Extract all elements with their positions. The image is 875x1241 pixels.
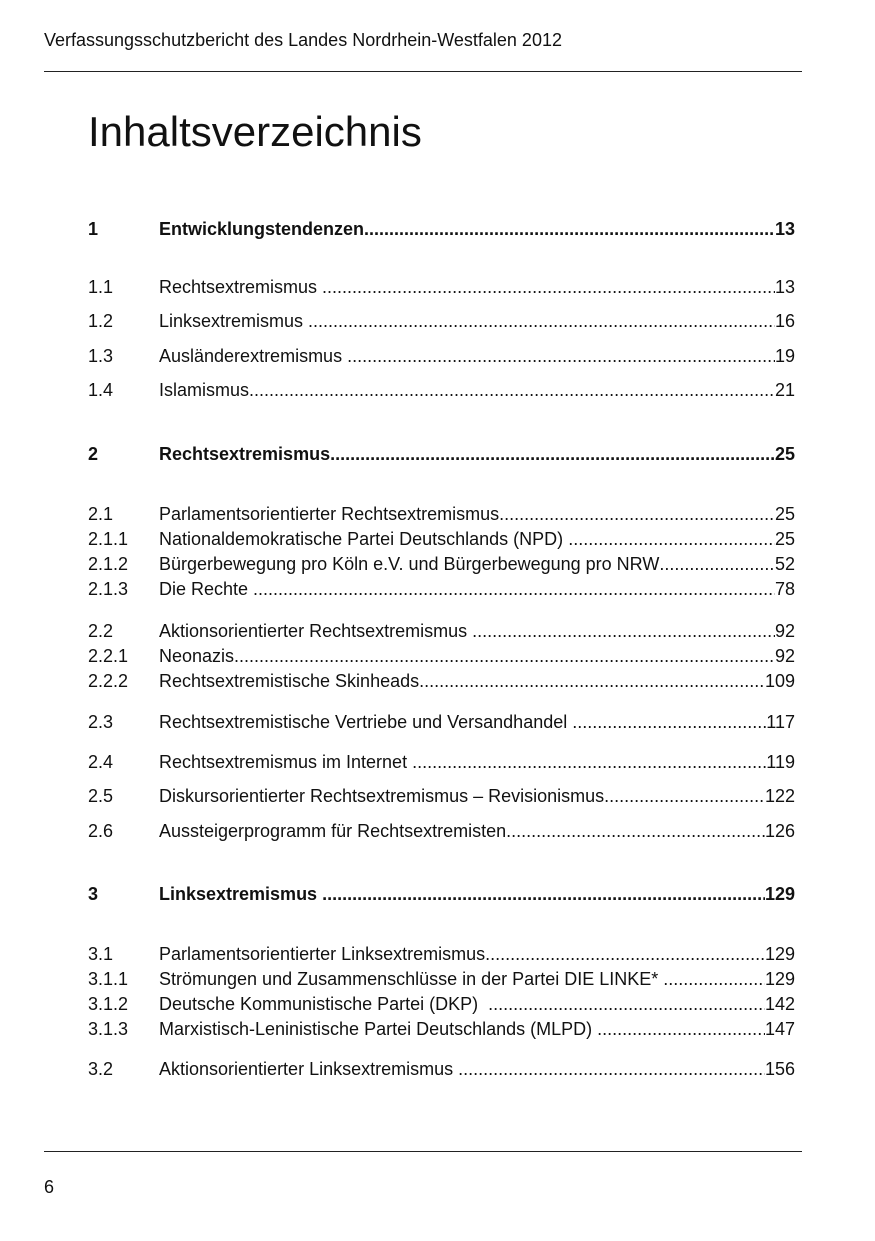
- toc-entry[interactable]: [88, 345, 795, 367]
- toc-entry-label-wrap: [159, 670, 765, 692]
- toc-entry-number: 2.1.2: [88, 554, 129, 574]
- toc-entry[interactable]: [88, 968, 795, 990]
- toc-entry-page: 21: [774, 380, 795, 400]
- toc-leader-dots: [485, 943, 765, 965]
- toc-entry-number: 1.3: [88, 346, 114, 366]
- toc-entry-label-wrap: [159, 528, 775, 550]
- toc-leader-dots: [249, 379, 775, 401]
- toc-entry-label: Islamismus: [159, 380, 250, 400]
- toc-entry-page: 13: [774, 277, 795, 297]
- toc-entry-number: 2.2: [88, 621, 114, 641]
- toc-entry[interactable]: [88, 993, 795, 1015]
- running-header: Verfassungsschutzbericht des Landes Nordrhein-Westfalen 2012: [44, 30, 562, 50]
- toc-entry-label-wrap: [159, 785, 765, 807]
- toc-entry-page: 129: [764, 969, 795, 989]
- toc-entry-number: 2.1.3: [88, 579, 129, 599]
- toc-entry[interactable]: [88, 503, 795, 525]
- toc-entry-label: Rechtsextremismus: [159, 444, 331, 464]
- toc-entry-page: 129: [764, 884, 795, 904]
- toc-entry-label-wrap: [159, 1058, 765, 1080]
- toc-entry-label-wrap: [159, 553, 775, 575]
- header-divider: [44, 71, 802, 72]
- toc-entry-number: 3.1.2: [88, 994, 129, 1014]
- toc-entry-label-wrap: [159, 443, 775, 465]
- toc-entry[interactable]: [88, 443, 795, 465]
- toc-entry-label-wrap: [159, 968, 765, 990]
- toc-entry-page: 156: [764, 1059, 795, 1079]
- toc-entry-label: Diskursorientierter Rechtsextremismus – Revisionismus: [159, 786, 605, 806]
- toc-leader-dots: [472, 620, 775, 642]
- toc-entry[interactable]: [88, 578, 795, 600]
- footer-divider: [44, 1151, 802, 1152]
- toc-leader-dots: [412, 751, 766, 773]
- toc-entry[interactable]: [88, 1058, 795, 1080]
- toc-entry-label-wrap: [159, 711, 766, 733]
- toc-entry-label: Marxistisch-Leninistische Partei Deutschlands (MLPD): [159, 1019, 598, 1039]
- toc-entry-label: Linksextremismus: [159, 311, 309, 331]
- toc-entry-label: Rechtsextremistische Skinheads: [159, 671, 420, 691]
- toc-entry[interactable]: [88, 379, 795, 401]
- toc-entry-label: Entwicklungstendenzen: [159, 219, 365, 239]
- toc-entry-label-wrap: [159, 1018, 765, 1040]
- toc-entry-page: 117: [766, 712, 795, 732]
- toc-entry[interactable]: [88, 670, 795, 692]
- toc-entry-label: Ausländerextremismus: [159, 346, 348, 366]
- toc-entry[interactable]: [88, 943, 795, 965]
- toc-entry-page: 92: [774, 621, 795, 641]
- page-number: 6: [44, 1177, 55, 1197]
- toc-entry-number: 2.6: [88, 821, 114, 841]
- toc-entry-label-wrap: [159, 503, 775, 525]
- toc-leader-dots: [597, 1018, 765, 1040]
- toc-leader-dots: [234, 645, 775, 667]
- toc-leader-dots: [568, 528, 775, 550]
- toc-leader-dots: [253, 578, 775, 600]
- toc-entry-number: 2.5: [88, 786, 114, 806]
- toc-entry-label: Die Rechte: [159, 579, 254, 599]
- toc-entry-page: 147: [764, 1019, 795, 1039]
- toc-entry-label-wrap: [159, 993, 765, 1015]
- toc-entry-label-wrap: [159, 820, 765, 842]
- toc-entry-number: 1: [88, 219, 99, 239]
- toc-entry-label-wrap: [159, 578, 775, 600]
- toc-entry-number: 2.3: [88, 712, 114, 732]
- toc-entry-page: 25: [774, 444, 795, 464]
- toc-entry[interactable]: [88, 785, 795, 807]
- toc-entry-label-wrap: [159, 379, 775, 401]
- toc-entry-number: 3.2: [88, 1059, 114, 1079]
- toc-entry-label-wrap: [159, 883, 765, 905]
- toc-entry-number: 1.2: [88, 311, 114, 331]
- toc-leader-dots: [604, 785, 765, 807]
- toc-entry-page: 25: [774, 504, 795, 524]
- toc-entry-number: 2.4: [88, 752, 114, 772]
- toc-leader-dots: [663, 968, 765, 990]
- toc-entry-page: 109: [764, 671, 795, 691]
- toc-leader-dots: [572, 711, 766, 733]
- toc-entry-label-wrap: [159, 345, 775, 367]
- toc-entry[interactable]: [88, 218, 795, 240]
- toc-entry-label-wrap: [159, 943, 765, 965]
- toc-entry-page: 16: [774, 311, 795, 331]
- toc-entry-label: Parlamentsorientierter Rechtsextremismus: [159, 504, 500, 524]
- toc-entry-number: 2.2.2: [88, 671, 129, 691]
- toc-leader-dots: [322, 276, 775, 298]
- toc-leader-dots: [322, 883, 765, 905]
- toc-entry-number: 1.4: [88, 380, 114, 400]
- toc-entry[interactable]: [88, 820, 795, 842]
- toc-entry-page: 129: [764, 944, 795, 964]
- toc-entry-page: 92: [774, 646, 795, 666]
- toc-leader-dots: [308, 310, 775, 332]
- toc-entry-number: 3.1.3: [88, 1019, 129, 1039]
- toc-entry-label: Rechtsextremismus im Internet: [159, 752, 413, 772]
- toc-entry-label: Rechtsextremistische Vertriebe und Versandhandel: [159, 712, 573, 732]
- toc-entry-page: 122: [764, 786, 795, 806]
- toc-entry-label: Aktionsorientierter Linksextremismus: [159, 1059, 459, 1079]
- toc-entry[interactable]: [88, 276, 795, 298]
- toc-leader-dots: [347, 345, 775, 367]
- toc-entry-page: 25: [774, 529, 795, 549]
- toc-entry-label: Strömungen und Zusammenschlüsse in der Partei DIE LINKE*: [159, 969, 664, 989]
- toc-entry-label: Deutsche Kommunistische Partei (DKP): [159, 994, 489, 1014]
- toc-leader-dots: [506, 820, 765, 842]
- toc-entry-number: 2.1: [88, 504, 114, 524]
- toc-entry-number: 3: [88, 884, 99, 904]
- toc-entry-number: 1.1: [88, 277, 114, 297]
- toc-entry-number: 3.1.1: [88, 969, 129, 989]
- page-title: Inhaltsverzeichnis: [88, 108, 422, 155]
- toc-leader-dots: [659, 553, 775, 575]
- toc-entry-number: 3.1: [88, 944, 114, 964]
- toc-entry-label: Parlamentsorientierter Linksextremismus: [159, 944, 486, 964]
- toc-entry-page: 52: [774, 554, 795, 574]
- toc-leader-dots: [499, 503, 775, 525]
- toc-entry-label-wrap: [159, 620, 775, 642]
- toc-entry-label: Bürgerbewegung pro Köln e.V. und Bürgerbewegung pro NRW: [159, 554, 660, 574]
- toc-entry[interactable]: [88, 620, 795, 642]
- toc-entry[interactable]: [88, 1018, 795, 1040]
- toc-entry[interactable]: [88, 711, 795, 733]
- toc-entry[interactable]: [88, 751, 795, 773]
- toc-entry-label: Rechtsextremismus: [159, 277, 323, 297]
- toc-entry-label: Linksextremismus: [159, 884, 323, 904]
- toc-entry[interactable]: [88, 310, 795, 332]
- toc-entry-label-wrap: [159, 218, 775, 240]
- toc-entry-number: 2.1.1: [88, 529, 129, 549]
- toc-entry[interactable]: [88, 528, 795, 550]
- toc-entry-label-wrap: [159, 645, 775, 667]
- toc-leader-dots: [488, 993, 765, 1015]
- toc-entry[interactable]: [88, 553, 795, 575]
- toc-leader-dots: [458, 1058, 765, 1080]
- toc-entry-label: Aussteigerprogramm für Rechtsextremisten: [159, 821, 507, 841]
- toc-leader-dots: [419, 670, 765, 692]
- toc-entry-number: 2.2.1: [88, 646, 129, 666]
- toc-entry-label: Neonazis: [159, 646, 235, 666]
- toc-entry-label-wrap: [159, 276, 775, 298]
- toc-leader-dots: [330, 443, 775, 465]
- toc-entry-page: 19: [774, 346, 795, 366]
- toc-entry-page: 126: [764, 821, 795, 841]
- toc-entry-label: Nationaldemokratische Partei Deutschlands (NPD): [159, 529, 569, 549]
- toc-entry-number: 2: [88, 444, 99, 464]
- toc-entry-page: 142: [764, 994, 795, 1014]
- toc-leader-dots: [364, 218, 775, 240]
- toc-entry-label-wrap: [159, 310, 775, 332]
- toc-entry[interactable]: [88, 645, 795, 667]
- toc-entry[interactable]: [88, 883, 795, 905]
- toc-entry-label: Aktionsorientierter Rechtsextremismus: [159, 621, 473, 641]
- toc-entry-page: 78: [774, 579, 795, 599]
- toc-entry-label-wrap: [159, 751, 766, 773]
- toc-entry-page: 13: [774, 219, 795, 239]
- toc-entry-page: 119: [766, 752, 795, 772]
